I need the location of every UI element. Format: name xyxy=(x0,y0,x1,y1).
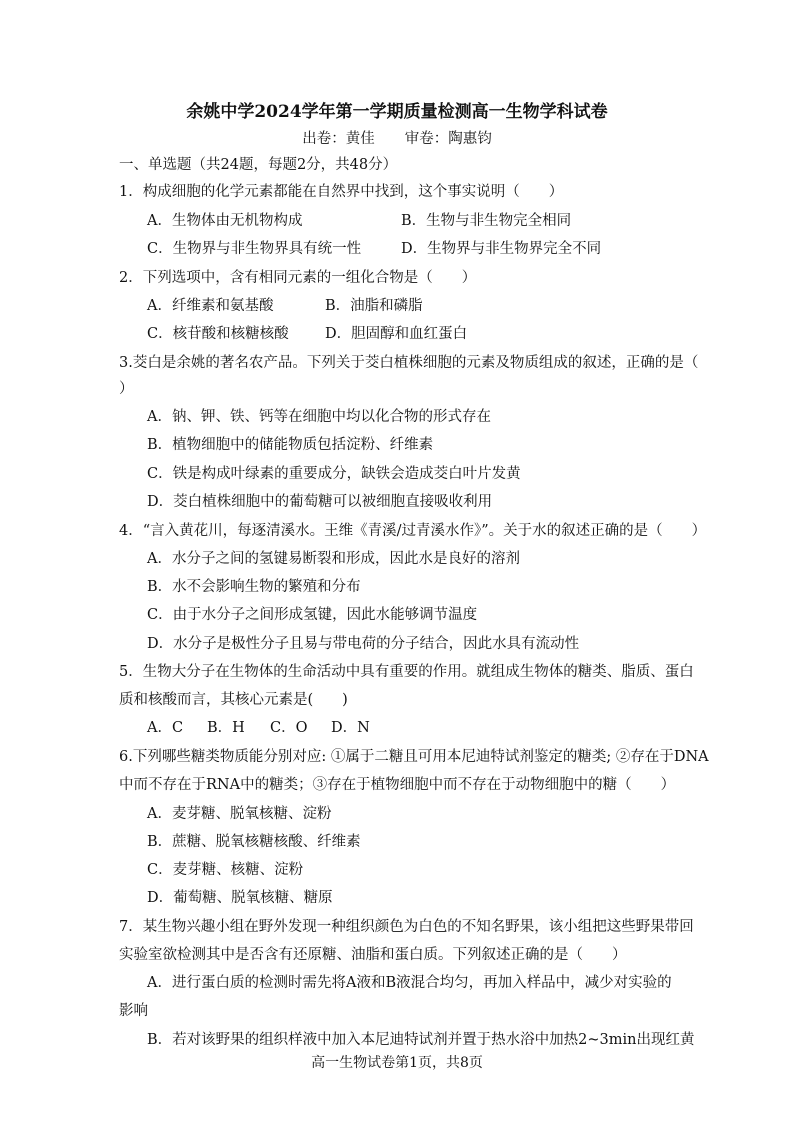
option: B．若对该野果的组织样液中加入本尼迪特试剂并置于热水浴中加热2~3min出现红黄 xyxy=(147,1032,695,1048)
option: A．钠、钾、铁、钙等在细胞中均以化合物的形式存在 xyxy=(147,409,491,425)
option: C．生物界与非生物界具有统一性 xyxy=(147,241,362,257)
option: B．生物与非生物完全相同 xyxy=(401,213,572,229)
question-stem: 3.茭白是余姚的著名农产品。下列关于茭白植株细胞的元素及物质组成的叙述，正确的是（ xyxy=(119,355,699,371)
option: B．油脂和磷脂 xyxy=(325,298,423,314)
option: A．C xyxy=(147,720,184,736)
question-stem: 6.下列哪些糖类物质能分别对应: ①属于二糖且可用本尼迪特试剂鉴定的糖类; ②存在于DNA xyxy=(119,749,709,765)
page-footer: 高一生物试卷第1页，共8页 xyxy=(311,1055,483,1071)
option: C．麦芽糖、核糖、淀粉 xyxy=(147,862,304,878)
exam-title: 余姚中学2024学年第一学期质量检测高一生物学科试卷 xyxy=(186,102,608,122)
setter-label: 出卷：黄佳 xyxy=(302,131,375,147)
option: C．O xyxy=(270,720,308,736)
option: B．蔗糖、脱氧核糖核酸、纤维素 xyxy=(147,834,361,850)
question-stem-continued: 实验室欲检测其中是否含有还原糖、油脂和蛋白质。下列叙述正确的是（ ） xyxy=(119,947,627,963)
option: A．进行蛋白质的检测时需先将A液和B液混合均匀，再加入样品中，减少对实验的 xyxy=(147,975,672,991)
option: C．核苷酸和核糖核酸 xyxy=(147,326,289,342)
option: D．水分子是极性分子且易与带电荷的分子结合，因此水具有流动性 xyxy=(147,636,580,652)
option: D．生物界与非生物界完全不同 xyxy=(401,241,602,257)
option: A．麦芽糖、脱氧核糖、淀粉 xyxy=(147,806,332,822)
question-stem: 1．构成细胞的化学元素都能在自然界中找到，这个事实说明（ ） xyxy=(119,184,564,200)
section-heading: 一、单选题（共24题，每题2分，共48分） xyxy=(119,157,398,173)
option: D．茭白植株细胞中的葡萄糖可以被细胞直接吸收利用 xyxy=(147,494,493,510)
option: C．由于水分子之间形成氢键，因此水能够调节温度 xyxy=(147,607,478,623)
option-continued: 影响 xyxy=(119,1003,148,1019)
option: B．水不会影响生物的繁殖和分布 xyxy=(147,579,361,595)
option: A．水分子之间的氢键易断裂和形成，因此水是良好的溶剂 xyxy=(147,551,520,567)
option: A．纤维素和氨基酸 xyxy=(147,298,274,314)
reviewer-label: 审卷：陶惠钧 xyxy=(404,131,492,147)
question-stem-continued: 质和核酸而言，其核心元素是( ) xyxy=(119,692,348,708)
question-stem: 7．某生物兴趣小组在野外发现一种组织颜色为白色的不知名野果，该小组把这些野果带回 xyxy=(119,919,694,935)
option: A．生物体由无机物构成 xyxy=(147,213,303,229)
question-stem-continued: ） xyxy=(119,381,134,397)
option: D．N xyxy=(331,720,370,736)
exam-authors xyxy=(0,127,794,148)
question-stem: 5．生物大分子在生物体的生命活动中具有重要的作用。就组成生物体的糖类、脂质、蛋白 xyxy=(119,664,694,680)
question-stem: 2．下列选项中，含有相同元素的一组化合物是（ ） xyxy=(119,270,477,286)
question-stem: 4．“言入黄花川，每逐清溪水。王维《青溪/过青溪水作》”。关于水的叙述正确的是（ ） xyxy=(119,523,707,539)
option: D．葡萄糖、脱氧核糖、糖原 xyxy=(147,890,333,906)
option: B．植物细胞中的储能物质包括淀粉、纤维素 xyxy=(147,437,434,453)
option: C．铁是构成叶绿素的重要成分，缺铁会造成茭白叶片发黄 xyxy=(147,466,521,482)
option: D．胆固醇和血红蛋白 xyxy=(325,326,468,342)
option: B．H xyxy=(207,720,245,736)
question-stem-continued: 中而不存在于RNA中的糖类；③存在于植物细胞中而不存在于动物细胞中的糖（ ） xyxy=(119,777,676,793)
